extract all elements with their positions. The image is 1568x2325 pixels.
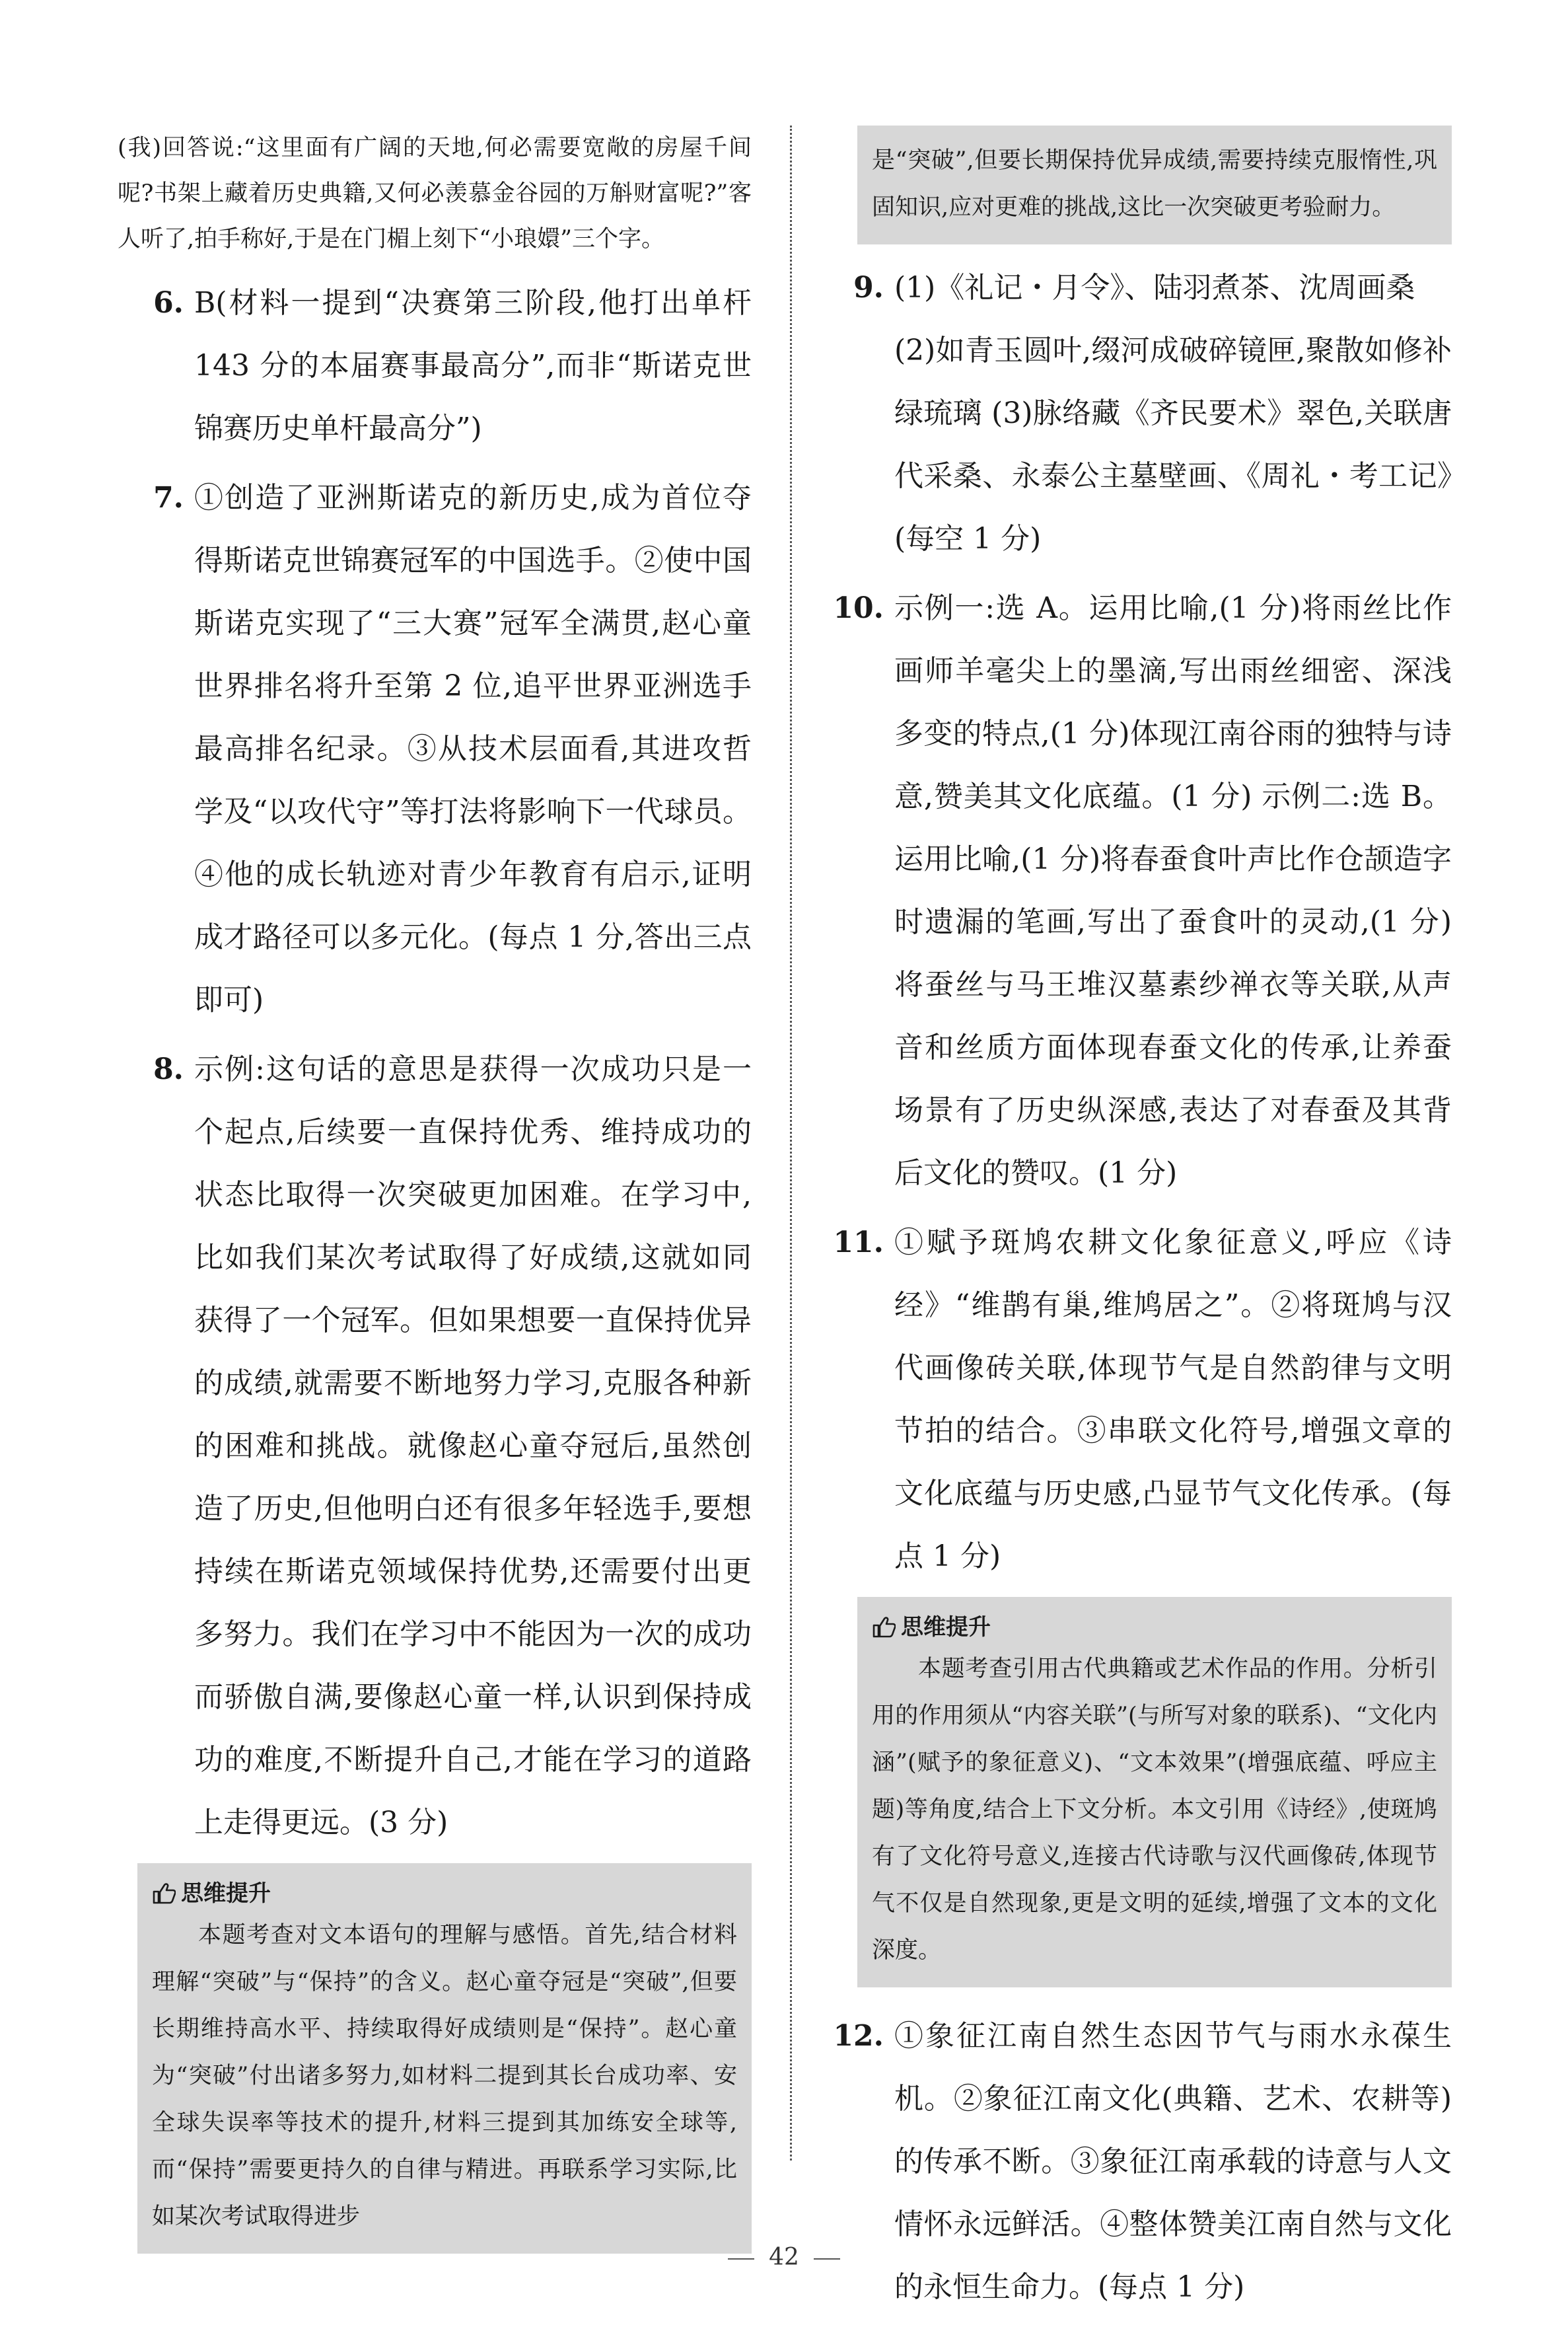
box-title-text: 思维提升 — [181, 1880, 271, 1907]
question-number: 6. — [153, 286, 184, 320]
question-number: 10. — [833, 591, 884, 625]
pointing-hand-icon — [152, 1882, 176, 1905]
question-answer: 示例:这句话的意思是获得一次成功只是一个起点,后续要一直保持优秀、维持成功的状态比取得一次突破更加困难。在学习中,比如我们某次考试取得了好成绩,这就如同获得了一个冠军。但如果想要一直保持优异的成绩,就需要不断地努力学习,克服各种新的困难和挑战。就像赵心童夺冠后,虽然创造了历史,但他明白还有很多年轻选手,要想持续在斯诺克领域保持优势,还需要付出更多努力。我们在学习中不能因为一次的成功而骄傲自满,要像赵心童一样,认识到保持成功的难度,不断提升自己,才能在学习的道路上走得更远。(3 分) — [194, 1052, 752, 1839]
page-dash-left — [728, 2258, 754, 2260]
question-6 — [118, 272, 752, 460]
question-answer — [894, 256, 1452, 570]
column-divider — [790, 126, 792, 2160]
box-body: 本题考查引用古代典籍或艺术作品的作用。分析引用的作用须从“内容关联”(与所写对象的联系)、“文化内涵”(赋予的象征意义)、“文本效果”(增强底蕴、呼应主题)等角度,结合上下文分析。本文引用《诗经》,使斑鸠有了文化符号意义,连接古代诗歌与汉代画像砖,体现节气不仅是自然现象,更是文明的延续,增强了文本的文化深度。 — [872, 1656, 1437, 1964]
question-answer: ①赋予斑鸠农耕文化象征意义,呼应《诗经》“维鹊有巢,维鸠居之”。②将斑鸠与汉代画像砖关联,体现节气是自然韵律与文明节拍的结合。③串联文化符号,增强文章的文化底蕴与历史感,凸显节气文化传承。(每点 1 分) — [894, 1226, 1452, 1573]
box-title — [152, 1875, 737, 1912]
thinking-box — [857, 1597, 1452, 1987]
left-column — [118, 126, 752, 2254]
question-12 — [818, 2005, 1452, 2318]
question-answer: ①象征江南自然生态因节气与雨水永葆生机。②象征江南文化(典籍、艺术、农耕等)的传承不断。③象征江南承载的诗意与人文情怀永远鲜活。④整体赞美江南自然与文化的永恒生命力。(每点 1 分) — [894, 2019, 1452, 2304]
question-11 — [818, 1211, 1452, 1588]
page-number — [0, 2244, 1568, 2271]
question-number: 11. — [833, 1226, 884, 1259]
box-body-continued: 是“突破”,但要长期保持优异成绩,需要持续克服惰性,巩固知识,应对更难的挑战,这比一次突破更考验耐力。 — [872, 147, 1437, 221]
page-number-text: 42 — [769, 2244, 799, 2271]
pointing-hand-icon — [872, 1616, 896, 1639]
question-7 — [118, 466, 752, 1031]
answer-line: (2)如青玉圆叶,缀河成破碎镜匣,聚散如修补绿琉璃 (3)脉络藏《齐民要术》翠色,关联唐代采桑、永泰公主墓壁画、《周礼・考工记》(每空 1 分) — [894, 334, 1452, 556]
question-10 — [818, 577, 1452, 1204]
question-answer: B(材料一提到“决赛第三阶段,他打出单杆 143 分的本届赛事最高分”,而非“斯诺克世锦赛历史单杆最高分”) — [194, 286, 752, 445]
question-number: 7. — [153, 481, 184, 515]
right-column — [818, 126, 1452, 2318]
question-8 — [118, 1038, 752, 1854]
box-body: 本题考查对文本语句的理解与感悟。首先,结合材料理解“突破”与“保持”的含义。赵心童夺冠是“突破”,但要长期维持高水平、持续取得好成绩则是“保持”。赵心童为“突破”付出诸多努力,如材料二提到其长台成功率、安全球失误率等技术的提升,材料三提到其加练安全球等,而“保持”需要更持久的自律与精进。再联系学习实际,比如某次考试取得进步 — [152, 1922, 737, 2230]
question-answer: 示例一:选 A。运用比喻,(1 分)将雨丝比作画师羊毫尖上的墨滴,写出雨丝细密、深浅多变的特点,(1 分)体现江南谷雨的独特与诗意,赞美其文化底蕴。(1 分) 示例二:选 B。运用比喻,(1 分)将春蚕食叶声比作仓颉造字时遗漏的笔画,写出了蚕食叶的灵动,(1 分)将蚕丝与马王堆汉墓素纱禅衣等关联,从声音和丝质方面体现春蚕文化的传承,让养蚕场景有了历史纵深感,表达了对春蚕及其背后文化的赞叹。(1 分) — [894, 591, 1452, 1190]
question-9 — [818, 256, 1452, 570]
answer-line: (1)《礼记・月令》、陆羽煮茶、沈周画桑 — [894, 271, 1415, 305]
question-answer: ①创造了亚洲斯诺克的新历史,成为首位夺得斯诺克世锦赛冠军的中国选手。②使中国斯诺克实现了“三大赛”冠军全满贯,赵心童世界排名将升至第 2 位,追平世界亚洲选手最高排名纪录。③从技术层面看,其进攻哲学及“以攻代守”等打法将影响下一代球员。④他的成长轨迹对青少年教育有启示,证明成才路径可以多元化。(每点 1 分,答出三点即可) — [194, 481, 752, 1017]
question-number: 8. — [153, 1052, 184, 1086]
question-number: 12. — [833, 2019, 884, 2053]
intro-translation: (我)回答说:“这里面有广阔的天地,何必需要宽敞的房屋千间呢?书架上藏着历史典籍,又何必羡慕金谷园的万斛财富呢?”客人听了,拍手称好,于是在门楣上刻下“小琅嬛”三个字。 — [118, 135, 752, 252]
thinking-box-continued — [857, 126, 1452, 244]
box-title — [872, 1609, 1437, 1646]
question-number: 9. — [853, 271, 884, 305]
thinking-box — [137, 1863, 752, 2254]
page-dash-right — [814, 2258, 840, 2260]
box-title-text: 思维提升 — [901, 1614, 991, 1641]
